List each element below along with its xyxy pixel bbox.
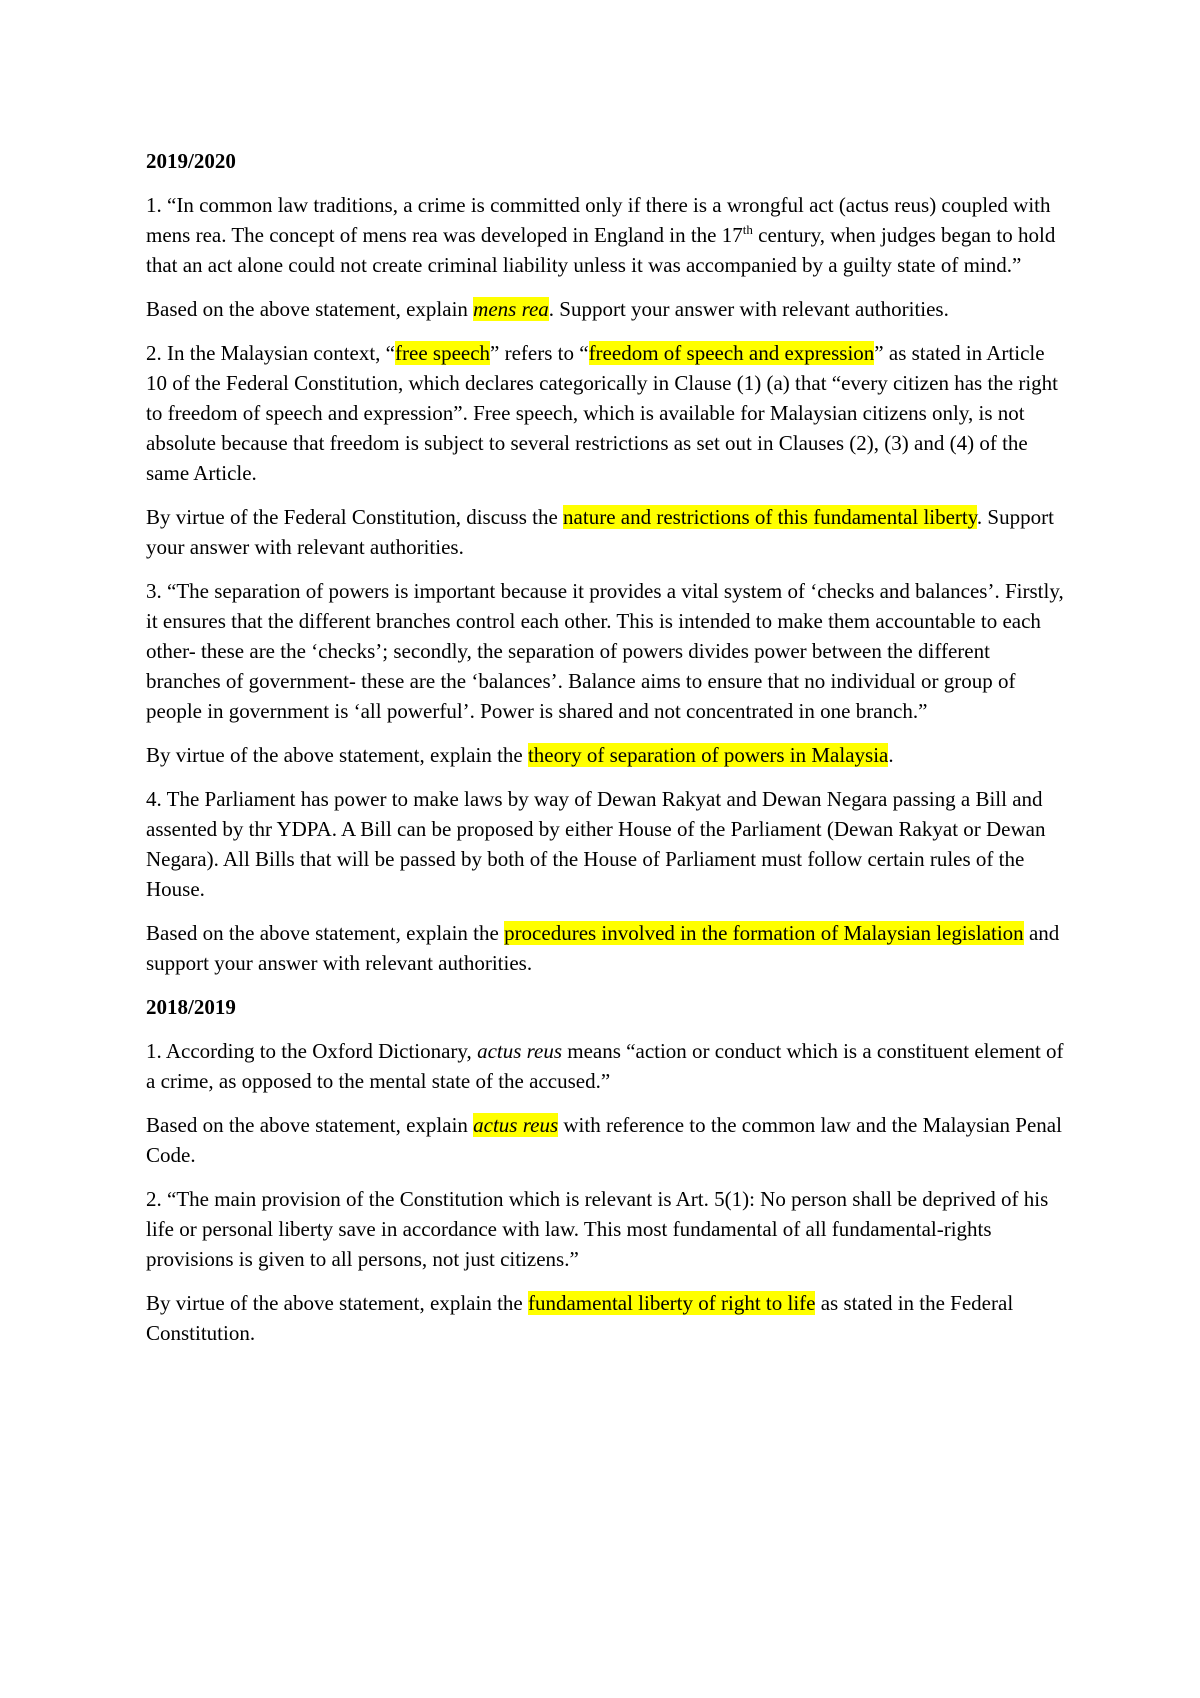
q1-superscript: th: [742, 222, 753, 237]
q1-task-post: . Support your answer with relevant authorities.: [548, 297, 949, 321]
q2-text-3: ” as stated in Article 10 of the Federal Constitution, which declares categorically in Clause (1) (a) that “every citizen has the right to freedom of speech and expression”. Free speech, which is available for Malaysian citizens only, is not absolute because that freedom is subject to several restrictions as set out in Clauses (2), (3) and (4) of the same Article.: [146, 341, 1059, 485]
question-1-statement: [146, 190, 1066, 280]
question-6-task: [146, 1288, 1066, 1348]
question-3-task: [146, 740, 1066, 770]
question-5-statement: [146, 1036, 1066, 1096]
q2-task-pre: By virtue of the Federal Constitution, discuss the: [146, 505, 564, 529]
question-2-statement: [146, 338, 1066, 488]
question-5-task: [146, 1110, 1066, 1170]
q4-task-post: and support your answer with relevant authorities.: [146, 921, 1060, 975]
question-2-task: [146, 502, 1066, 562]
q1-text-a: 1. “In common law traditions, a crime is committed only if there is a wrongful act (actus reus) coupled with mens rea. The concept of mens rea was developed in England in the 17: [146, 193, 1051, 247]
q6-task-post: as stated in the Federal Constitution.: [146, 1291, 1014, 1345]
q2-text-1: 2. In the Malaysian context, “: [146, 341, 396, 365]
q1-task-pre: Based on the above statement, explain: [146, 297, 474, 321]
question-4-task: [146, 918, 1066, 978]
q4-task-pre: Based on the above statement, explain the: [146, 921, 505, 945]
q1-text-b: century, when judges began to hold that an act alone could not create criminal liability unless it was accompanied by a guilty state of mind.”: [146, 223, 1056, 277]
q6-task-pre: By virtue of the above statement, explain the: [146, 1291, 528, 1315]
highlight-free-speech: free speech: [395, 341, 491, 365]
italic-actus-reus: actus reus: [477, 1039, 563, 1063]
highlight-right-to-life: fundamental liberty of right to life: [527, 1291, 816, 1315]
document-body: [146, 146, 1066, 1362]
q2-text-2: ” refers to “: [490, 341, 589, 365]
question-3-statement: 3. “The separation of powers is important because it provides a vital system of ‘checks and balances’. Firstly, it ensures that the different branches control each other. This is intended to make them accountable to each other- these are the ‘checks’; secondly, the separation of powers divides power between the different branches of government- these are the ‘balances’. Balance aims to ensure that no individual or group of people in government is ‘all powerful’. Power is shared and not concentrated in one branch.”: [146, 579, 1064, 723]
highlight-legislation-procedures: procedures involved in the formation of Malaysian legislation: [504, 921, 1024, 945]
q5-text-2: means “action or conduct which is a constituent element of a crime, as opposed to the mental state of the accused.”: [146, 1039, 1064, 1093]
question-1-task: [146, 294, 1066, 324]
q5-task-pre: Based on the above statement, explain: [146, 1113, 474, 1137]
q5-task-post: with reference to the common law and the Malaysian Penal Code.: [146, 1113, 1062, 1167]
highlight-actus-reus: actus reus: [473, 1113, 559, 1137]
question-4-statement: 4. The Parliament has power to make laws by way of Dewan Rakyat and Dewan Negara passing a Bill and assented by thr YDPA. A Bill can be proposed by either House of the Parliament (Dewan Rakyat or Dewan Negara). All Bills that will be passed by both of the House of Parliament must follow certain rules of the House.: [146, 787, 1046, 901]
q3-task-post: .: [888, 743, 894, 767]
highlight-separation-of-powers: theory of separation of powers in Malaysia: [527, 743, 889, 767]
section-heading-2019-2020: 2019/2020: [146, 149, 236, 173]
q5-text-1: 1. According to the Oxford Dictionary,: [146, 1039, 478, 1063]
highlight-mens-rea: mens rea: [473, 297, 549, 321]
question-6-statement: 2. “The main provision of the Constitution which is relevant is Art. 5(1): No person shall be deprived of his life or personal liberty save in accordance with law. This most fundamental of all fundamental-rights provisions is given to all persons, not just citizens.”: [146, 1187, 1049, 1271]
q3-task-pre: By virtue of the above statement, explain the: [146, 743, 528, 767]
q2-task-post: . Support your answer with relevant authorities.: [146, 505, 1054, 559]
highlight-freedom-of-speech: freedom of speech and expression: [588, 341, 875, 365]
section-heading-2018-2019: 2018/2019: [146, 995, 236, 1019]
highlight-nature-restrictions: nature and restrictions of this fundamental liberty: [563, 505, 977, 529]
